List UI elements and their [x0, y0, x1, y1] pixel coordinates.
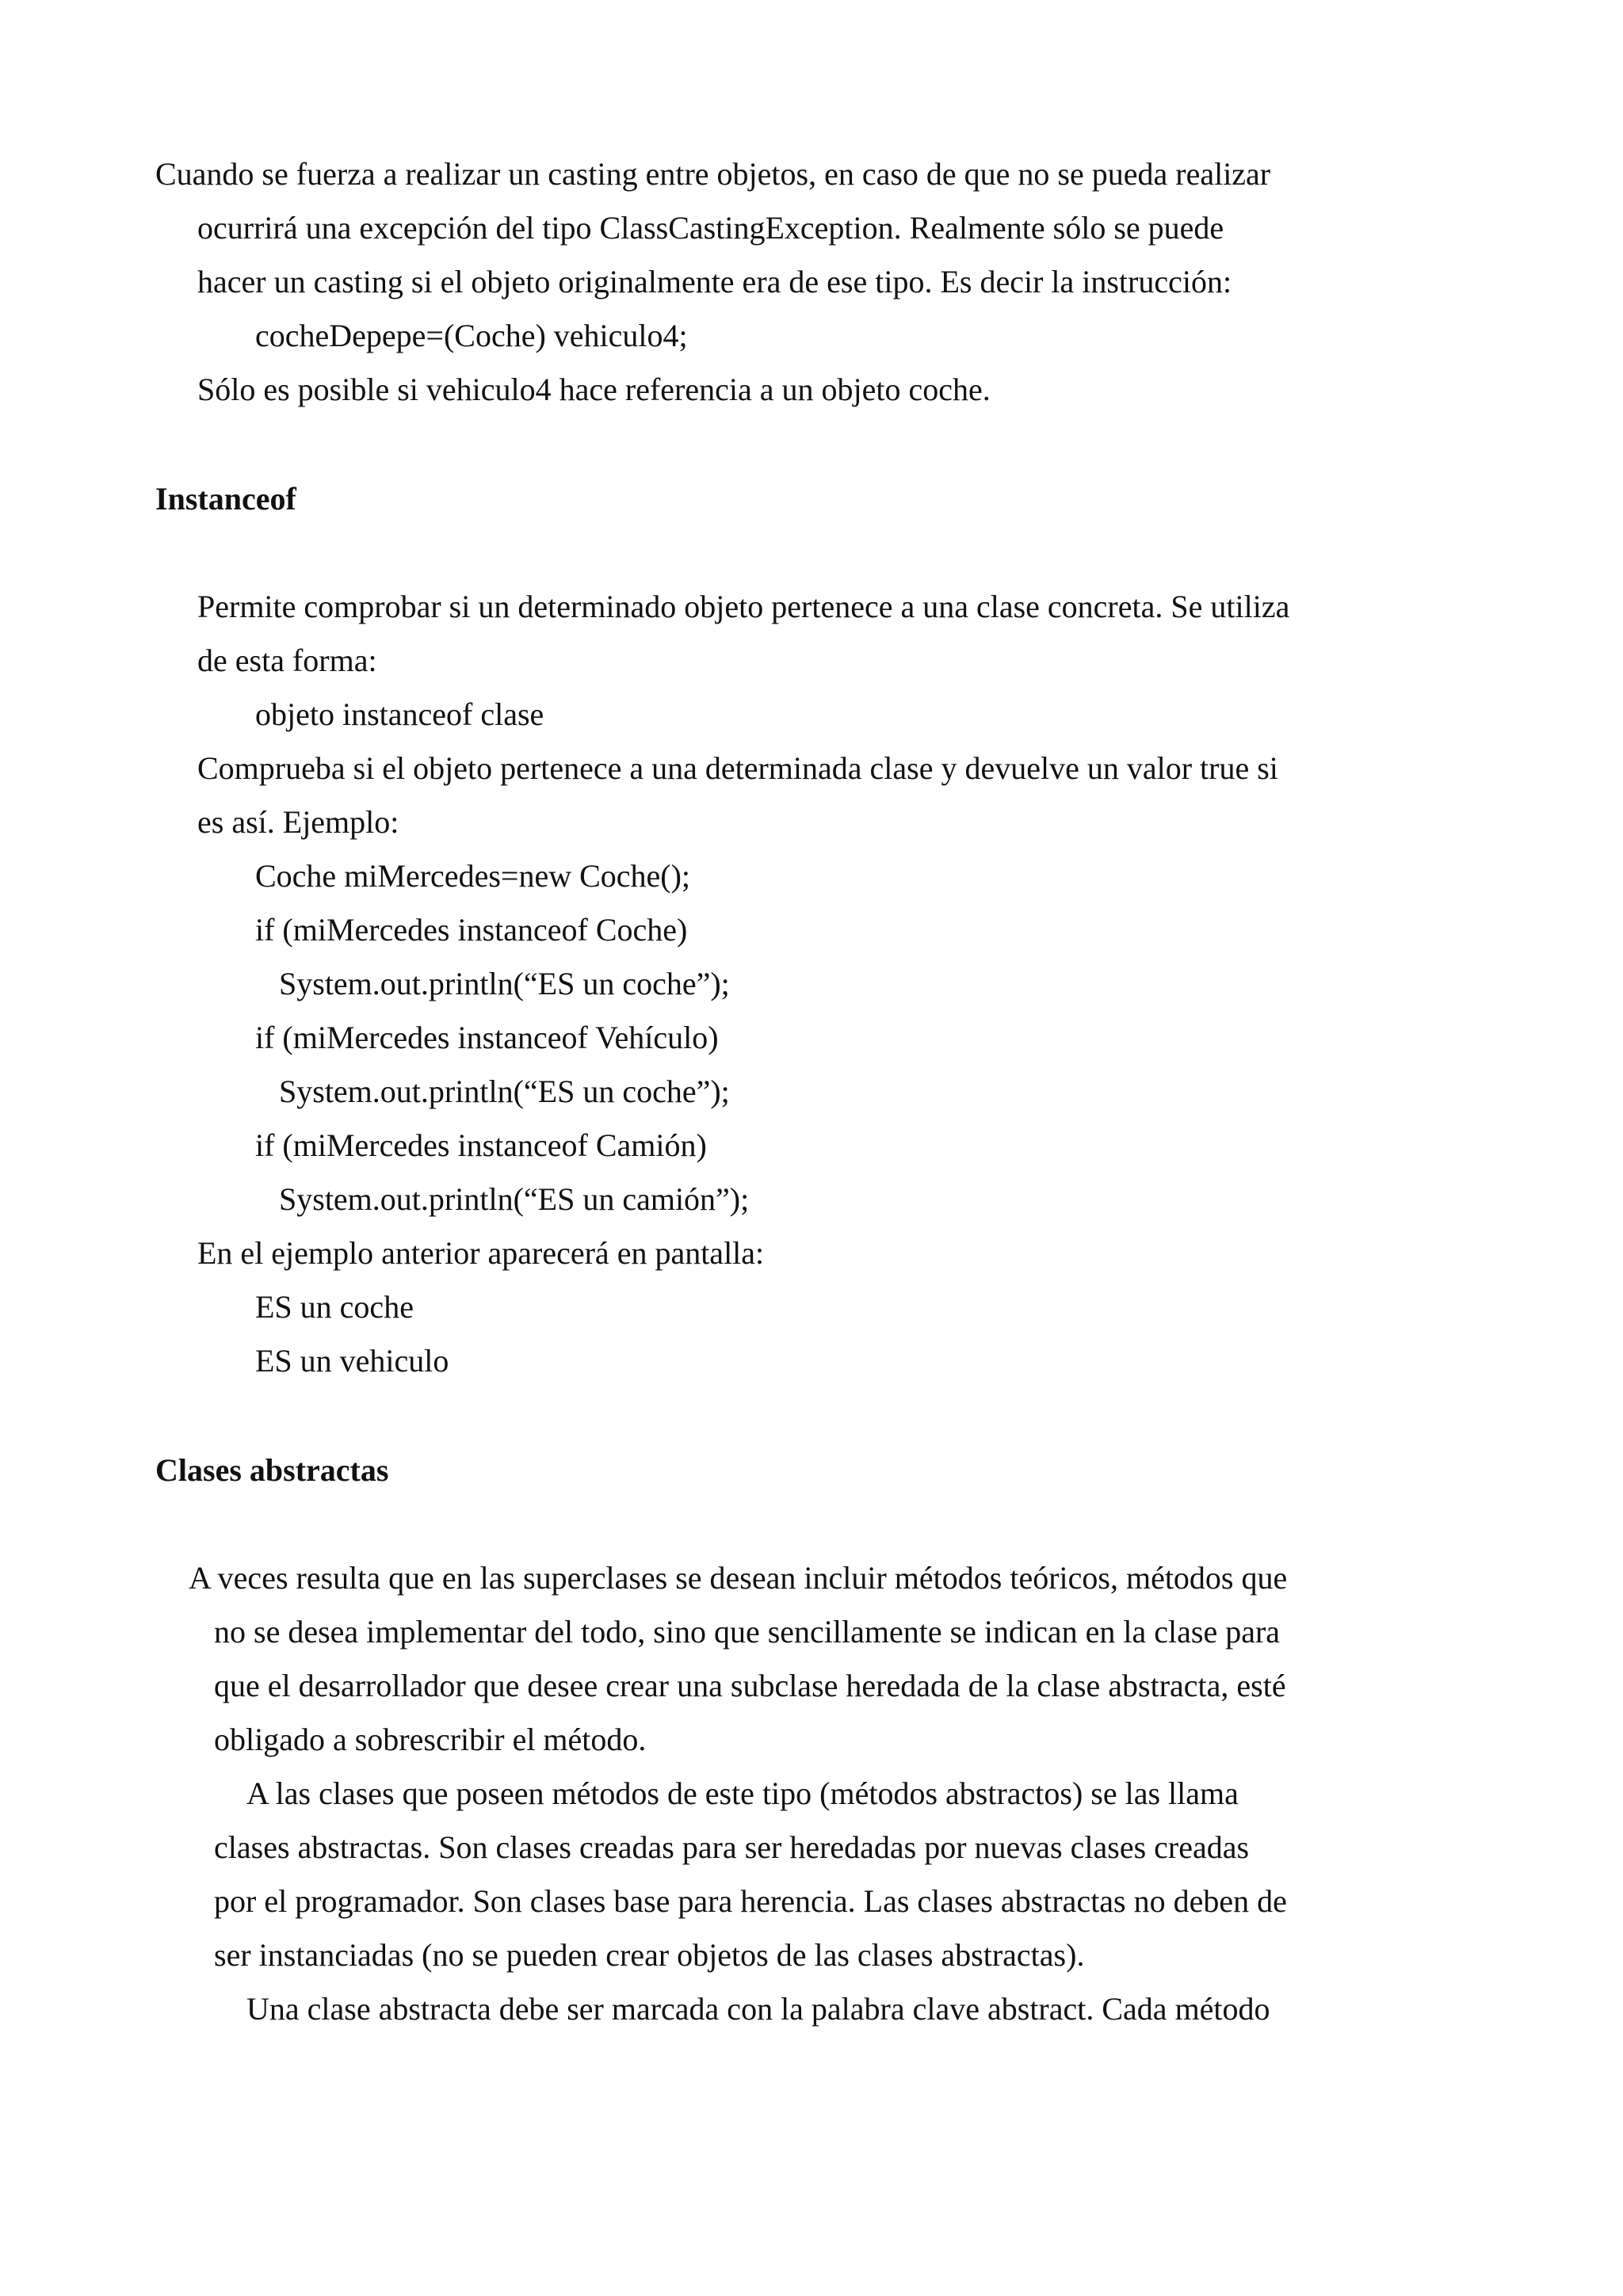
code-line: System.out.println(“ES un camión”);	[279, 1181, 750, 1217]
abstract-paragraph-line: que el desarrollador que desee crear una subclase heredada de la clase abstracta, esté	[214, 1668, 1286, 1703]
instanceof-paragraph-line: Permite comprobar si un determinado objeto pertenece a una clase concreta. Se utiliza	[197, 589, 1290, 624]
section-heading-instanceof: Instanceof	[155, 481, 296, 517]
code-line: if (miMercedes instanceof Vehículo)	[255, 1020, 719, 1055]
abstract-paragraph-line: A las clases que poseen métodos de este tipo (métodos abstractos) se las llama	[246, 1775, 1239, 1811]
output-line: ES un coche	[255, 1289, 414, 1325]
code-line: System.out.println(“ES un coche”);	[279, 966, 730, 1001]
casting-paragraph-line: Cuando se fuerza a realizar un casting entre objetos, en caso de que no se pueda realizar	[155, 156, 1271, 192]
instanceof-paragraph-line: es así. Ejemplo:	[197, 804, 399, 840]
code-line: cocheDepepe=(Coche) vehiculo4;	[255, 318, 688, 353]
casting-paragraph-line: Sólo es posible si vehiculo4 hace referencia a un objeto coche.	[197, 372, 991, 407]
abstract-paragraph-line: obligado a sobrescribir el método.	[214, 1722, 647, 1757]
abstract-paragraph-line: por el programador. Son clases base para herencia. Las clases abstractas no deben de	[214, 1883, 1287, 1919]
abstract-paragraph-line: no se desea implementar del todo, sino que sencillamente se indican en la clase para	[214, 1614, 1281, 1650]
code-line: objeto instanceof clase	[255, 696, 544, 732]
code-line: if (miMercedes instanceof Coche)	[255, 912, 688, 948]
code-line: System.out.println(“ES un coche”);	[279, 1074, 730, 1109]
instanceof-paragraph-line: Comprueba si el objeto pertenece a una determinada clase y devuelve un valor true si	[197, 750, 1278, 786]
code-line: Coche miMercedes=new Coche();	[255, 858, 691, 894]
abstract-paragraph-line: Una clase abstracta debe ser marcada con la palabra clave abstract. Cada método	[246, 1991, 1270, 2027]
instanceof-paragraph-line: de esta forma:	[197, 643, 377, 678]
abstract-paragraph-line: ser instanciadas (no se pueden crear objetos de las clases abstractas).	[214, 1937, 1085, 1973]
abstract-paragraph-line: A veces resulta que en las superclases se desean incluir métodos teóricos, métodos que	[189, 1560, 1288, 1596]
casting-paragraph-line: hacer un casting si el objeto originalmente era de ese tipo. Es decir la instrucción:	[197, 264, 1232, 299]
section-heading-abstract-classes: Clases abstractas	[155, 1452, 389, 1488]
instanceof-paragraph-line: En el ejemplo anterior aparecerá en pantalla:	[197, 1235, 765, 1271]
output-line: ES un vehiculo	[255, 1343, 449, 1379]
abstract-paragraph-line: clases abstractas. Son clases creadas para ser heredadas por nuevas clases creadas	[214, 1829, 1250, 1865]
code-line: if (miMercedes instanceof Camión)	[255, 1127, 707, 1163]
casting-paragraph-line: ocurrirá una excepción del tipo ClassCastingException. Realmente sólo se puede	[197, 210, 1224, 246]
